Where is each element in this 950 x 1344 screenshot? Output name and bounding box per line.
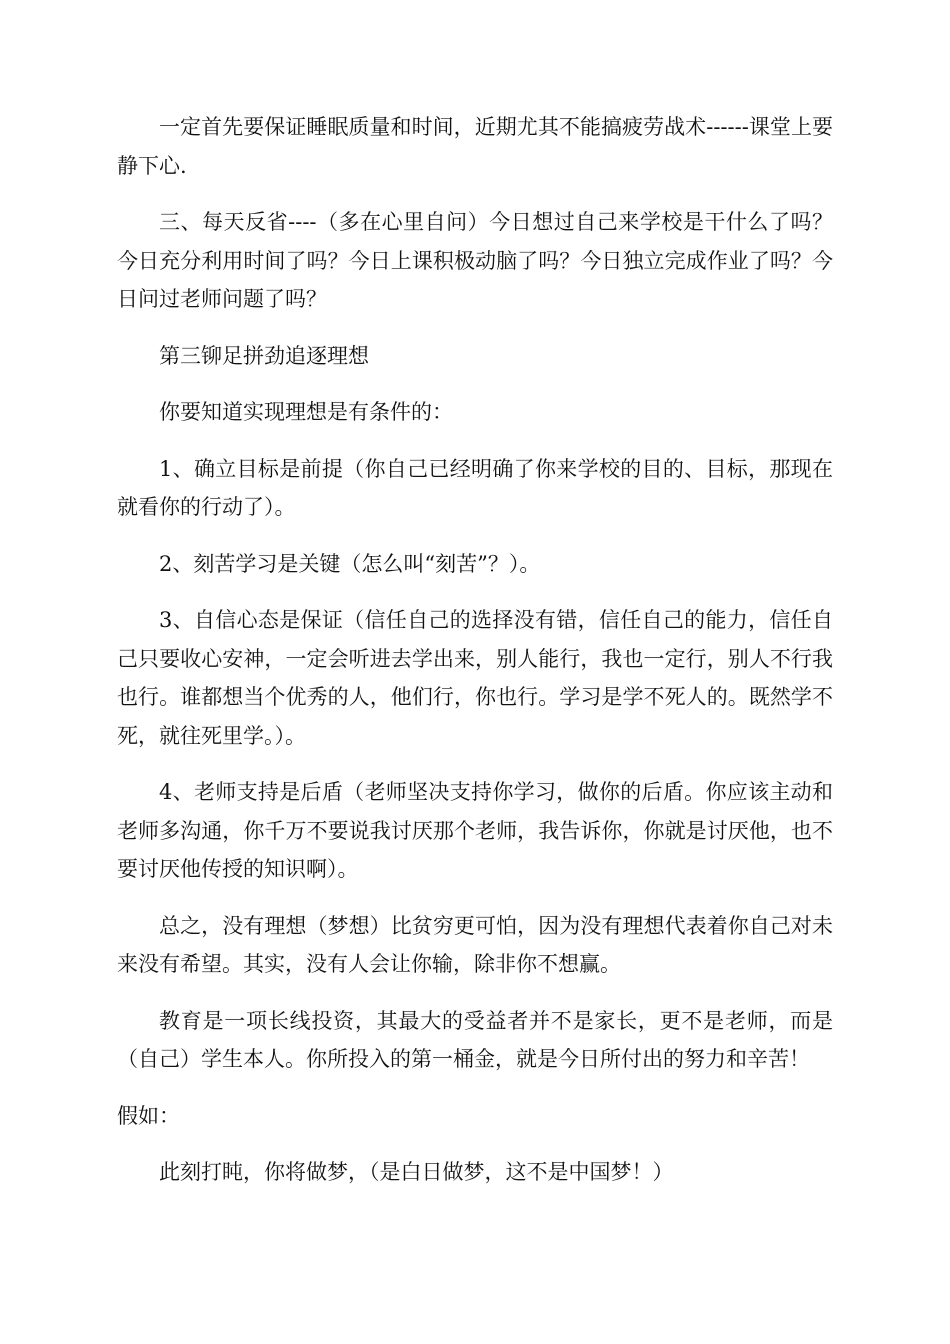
paragraph-summary: 总之，没有理想（梦想）比贫穷更可怕，因为没有理想代表着你自己对未来没有希望。其实，没有人会让你输，除非你不想赢。 — [117, 913, 833, 976]
paragraph-condition-4: 4、老师支持是后盾（老师坚决支持你学习，做你的后盾。你应该主动和老师多沟通，你千万不要说我讨厌那个老师，我告诉你，你就是讨厌他，也不要讨厌他传授的知识啊）。 — [117, 780, 833, 881]
paragraph-education-investment: 教育是一项长线投资，其最大的受益者并不是家长，更不是老师，而是（自己）学生本人。你所投入的第一桶金，就是今日所付出的努力和辛苦！ — [117, 1008, 833, 1071]
paragraph-sleep-advice: 一定首先要保证睡眠质量和时间，近期尤其不能搞疲劳战术------课堂上要静下心. — [117, 115, 833, 178]
paragraph-conditions-intro: 你要知道实现理想是有条件的： — [159, 400, 453, 424]
paragraph-condition-2: 2、刻苦学习是关键（怎么叫“刻苦”？）。 — [159, 551, 541, 576]
paragraph-daily-reflection: 三、每天反省----（多在心里自问）今日想过自己来学校是干什么了吗？今日充分利用时间了吗？今日上课积极动脑了吗？今日独立完成作业了吗？今日问过老师问题了吗？ — [117, 210, 833, 311]
paragraph-daydream: 此刻打盹，你将做梦，（是白日做梦，这不是中国梦！） — [159, 1160, 674, 1184]
paragraph-condition-3: 3、自信心态是保证（信任自己的选择没有错，信任自己的能力，信任自己只要收心安神，一定会听进去学出来，别人能行，我也一定行，别人不行我也行。谁都想当个优秀的人，他们行，你也行。学习是学不死人的。既然学不死，就往死里学。）。 — [117, 608, 833, 748]
paragraph-suppose: 假如： — [117, 1103, 180, 1128]
section-heading-pursue-ideals: 第三铆足拼劲追逐理想 — [159, 343, 369, 368]
paragraph-condition-1: 1、确立目标是前提（你自己已经明确了你来学校的目的、目标，那现在就看你的行动了）。 — [117, 456, 833, 519]
document-page — [117, 108, 833, 1192]
